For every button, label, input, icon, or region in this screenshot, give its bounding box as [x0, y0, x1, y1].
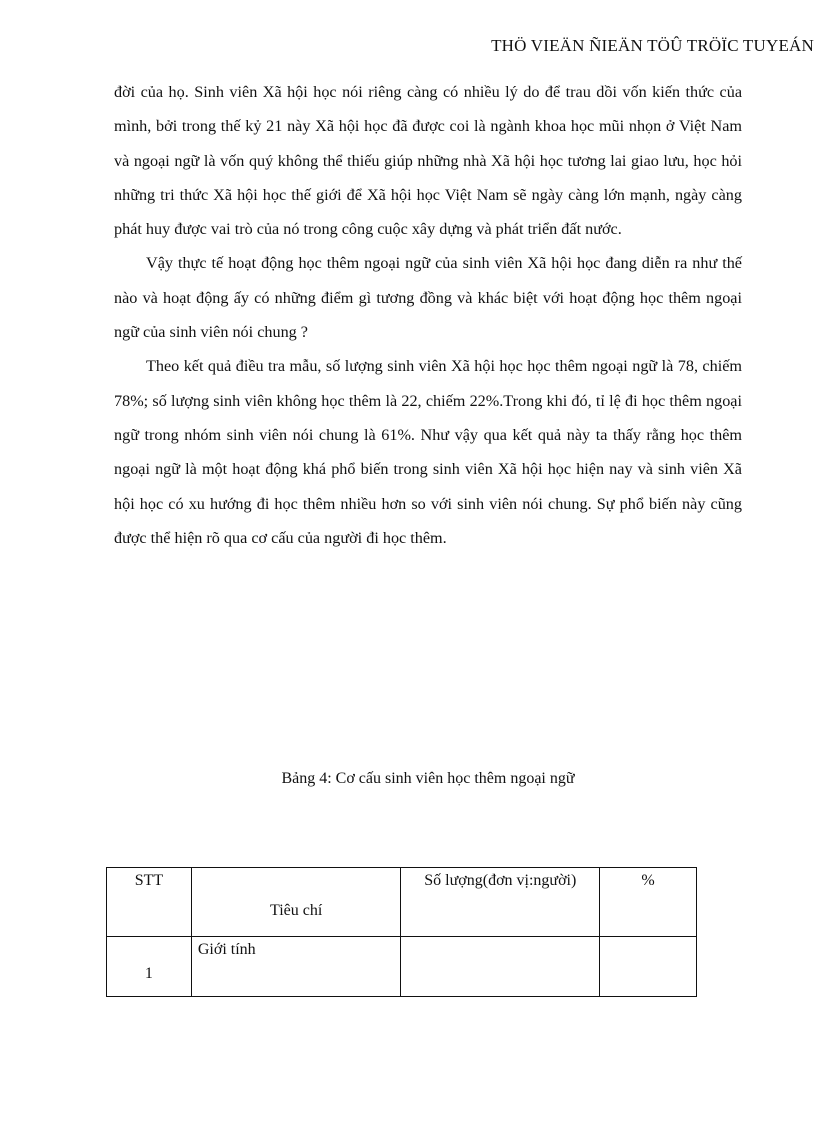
row-cell-criteria — [191, 937, 401, 997]
structure-table — [106, 867, 697, 997]
table-header-row — [107, 868, 697, 937]
header-cell-stt — [107, 868, 192, 937]
row-cell-quantity — [401, 937, 600, 997]
header-quantity-label: Số lượng(đơn vị:người) — [424, 872, 577, 889]
row-criteria-value: Giới tính — [197, 941, 256, 958]
row-stt-value: 1 — [144, 965, 153, 982]
row-cell-percent — [600, 937, 697, 997]
header-stt-label: STT — [134, 872, 164, 889]
row-cell-stt — [107, 937, 192, 997]
header-percent-label: % — [641, 872, 655, 889]
body-paragraph: Vậy thực tế hoạt động học thêm ngoại ngữ của sinh viên Xã hội học đang diễn ra như thế nào và hoạt động ấy có những điểm gì tương đồng và khác biệt với hoạt động học thêm ngoại ngữ của sinh viên nói chung ? — [114, 254, 742, 342]
document-body — [114, 75, 742, 555]
header-cell-percent — [600, 868, 697, 937]
body-paragraph: Theo kết quả điều tra mẫu, số lượng sinh viên Xã hội học học thêm ngoại ngữ là 78, chiếm 78%; số lượng sinh viên không học thêm là 22, chiếm 22%.Trong khi đó, tỉ lệ đi học thêm ngoại ngữ trong nhóm sinh viên nói chung là 61%. Như vậy qua kết quả này ta thấy rằng học thêm ngoại ngữ là một hoạt động khá phổ biến trong sinh viên Xã hội học hiện nay và sinh viên Xã hội học có xu hướng đi học thêm nhiều hơn so với sinh viên nói chung. Sự phổ biến này cũng được thể hiện rõ qua cơ cấu của người đi học thêm. — [114, 357, 742, 547]
table-row — [107, 937, 697, 997]
page-header-title: THÖ VIEÄN ÑIEÄN TÖÛ TRÖÏC TUYEÁN — [491, 36, 814, 55]
header-cell-quantity — [401, 868, 600, 937]
header-criteria-label: Tiêu chí — [270, 902, 323, 919]
table-caption: Bảng 4: Cơ cấu sinh viên học thêm ngoại ngữ — [281, 770, 575, 787]
body-paragraph: đời của họ. Sinh viên Xã hội học nói riêng càng có nhiều lý do để trau dồi vốn kiến thức của mình, bởi trong thế kỷ 21 này Xã hội học đã được coi là ngành khoa học mũi nhọn ở Việt Nam và ngoại ngữ là vốn quý không thể thiếu giúp những nhà Xã hội học tương lai giao lưu, học hỏi những tri thức Xã hội học thế giới để Xã hội học Việt Nam sẽ ngày càng lớn mạnh, ngày càng phát huy được vai trò của nó trong công cuộc xây dựng và phát triển đất nước. — [114, 83, 742, 239]
header-cell-criteria — [191, 868, 401, 937]
